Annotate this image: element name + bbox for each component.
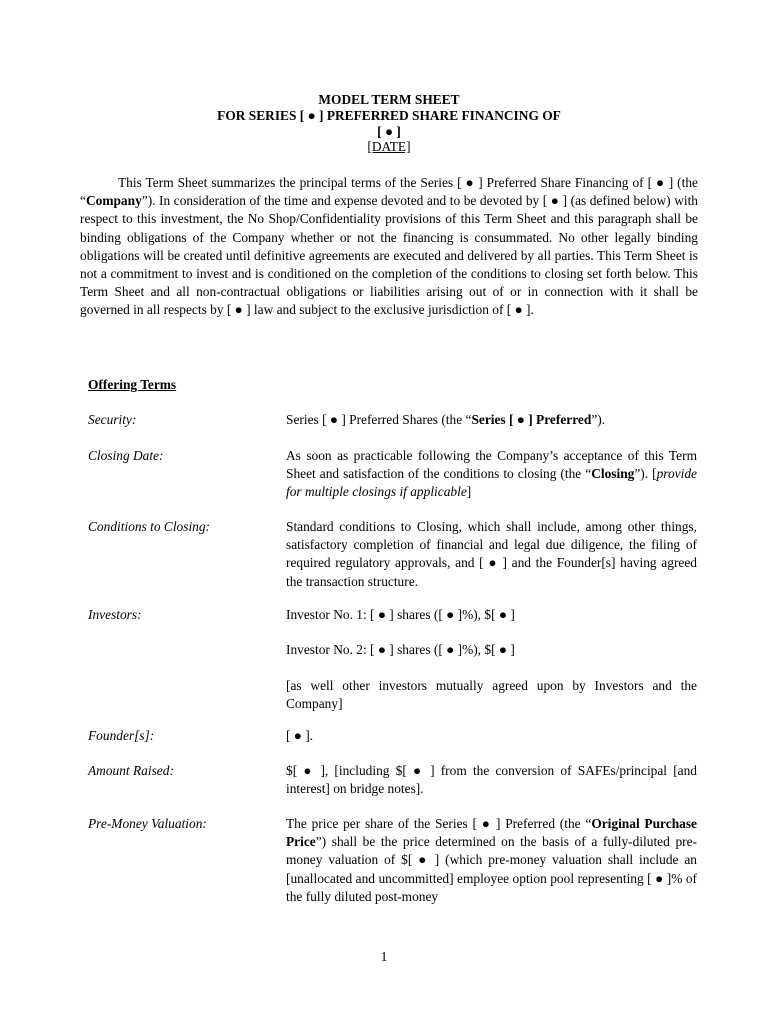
term-label-conditions-to-closing: Conditions to Closing: <box>88 519 211 534</box>
term-value-pre-money-valuation: The price per share of the Series [ ● ] Preferred (the “Original Purchase Price”) shall be the price determined on the basis of a fully-diluted pre-money valuation of $[ ● ] (which pre-money valuation shall include an [unallocated and uncommitted] employee option pool representing [ ● ]% of the fully diluted post-money <box>286 816 698 904</box>
term-value-other-investors: [as well other investors mutually agreed upon by Investors and the Company] <box>286 678 697 712</box>
document-subtitle-placeholder: [ ● ] <box>377 124 401 139</box>
document-date: [DATE] <box>367 139 411 154</box>
term-label-investors: Investors: <box>88 607 142 622</box>
term-value-founders: [ ● ]. <box>286 728 314 743</box>
document-title: MODEL TERM SHEET <box>318 92 460 107</box>
term-value-investor-1: Investor No. 1: [ ● ] shares ([ ● ]%), $[ ● ] <box>286 607 515 622</box>
intro-paragraph: This Term Sheet summarizes the principal terms of the Series [ ● ] Preferred Share Financing of [ ● ] (the “Company”). In consideration of the time and expense devoted and to be devoted by [ ● ] (as defined below) with respect to this investment, the No Shop/Confidentiality provisions of this Term Sheet and this paragraph shall be binding obligations of the Company whether or not the financing is consummated. No other legally binding obligations will be created until definitive agreements are executed and delivered by all parties. This Term Sheet is not a commitment to invest and is conditioned on the completion of the conditions to closing set forth below. This Term Sheet and all non-contractual obligations or liabilities arising out of or in connection with it shall be governed in all respects by [ ● ] law and subject to the exclusive jurisdiction of [ ● ]. <box>80 175 698 318</box>
term-value-amount-raised: $[ ● ], [including $[ ● ] from the conversion of SAFEs/principal [and interest] on bridge notes]. <box>286 763 697 797</box>
term-label-closing-date: Closing Date: <box>88 448 164 463</box>
term-value-closing-date: As soon as practicable following the Company’s acceptance of this Term Sheet and satisfaction of the conditions to closing (the “Closing”). [provide for multiple closings if applicable] <box>286 448 697 500</box>
term-label-founders: Founder[s]: <box>88 728 155 743</box>
term-value-security: Series [ ● ] Preferred Shares (the “Series [ ● ] Preferred”). <box>286 412 606 427</box>
term-label-amount-raised: Amount Raised: <box>88 763 174 778</box>
section-heading-offering-terms: Offering Terms <box>88 377 177 392</box>
term-label-pre-money-valuation: Pre-Money Valuation: <box>88 816 207 831</box>
term-label-security: Security: <box>88 412 137 427</box>
term-value-conditions-to-closing: Standard conditions to Closing, which shall include, among other things, satisfactory completion of financial and legal due diligence, the filing of required regulatory approvals, and [ ● ] and the Founder[s] having agreed the transaction structure. <box>286 519 697 589</box>
term-value-investor-2: Investor No. 2: [ ● ] shares ([ ● ]%), $[ ● ] <box>286 642 515 657</box>
document-subtitle: FOR SERIES [ ● ] PREFERRED SHARE FINANCING OF <box>217 108 561 123</box>
page-number: 1 <box>380 949 388 964</box>
company-defined-term: Company <box>85 193 142 209</box>
